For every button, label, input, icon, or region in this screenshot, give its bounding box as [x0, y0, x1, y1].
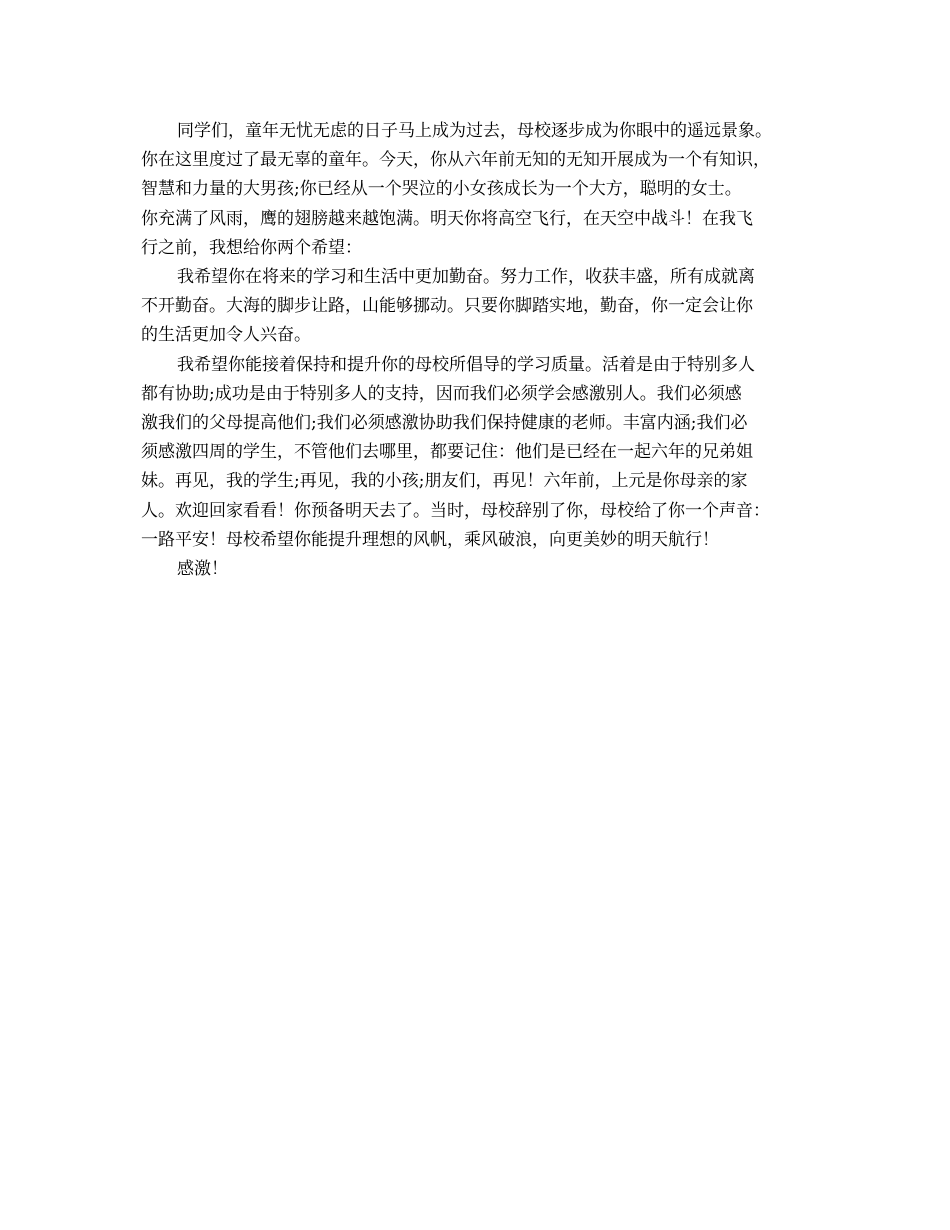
paragraph-line: 同学们，童年无忧无虑的日子马上成为过去，母校逐步成为你眼中的遥远景象。	[177, 121, 772, 141]
paragraph-line: 一路平安！母校希望你能提升理想的风帆，乘风破浪，向更美妙的明天航行！	[141, 529, 719, 550]
paragraph-line: 你充满了风雨，鹰的翅膀越来越饱满。明天你将高空飞行，在天空中战斗！在我飞	[141, 208, 753, 229]
paragraph-1	[141, 117, 813, 263]
document-body	[141, 117, 813, 584]
paragraph-line: 激我们的父母提高他们;我们必须感激协助我们保持健康的老师。丰富内涵;我们必	[141, 413, 748, 434]
paragraph-line: 我希望你在将来的学习和生活中更加勤奋。努力工作，收获丰盛，所有成就离	[177, 267, 755, 288]
paragraph-line: 的生活更加令人兴奋。	[141, 325, 311, 346]
paragraph-line: 我希望你能接着保持和提升你的母校所倡导的学习质量。活着是由于特别多人	[177, 354, 755, 375]
paragraph-line: 智慧和力量的大男孩;你已经从一个哭泣的小女孩成长为一个大方，聪明的女士。	[141, 179, 742, 200]
paragraph-line: 不开勤奋。大海的脚步让路，山能够挪动。只要你脚踏实地，勤奋，你一定会让你	[141, 296, 753, 317]
paragraph-line: 行之前，我想给你两个希望：	[141, 237, 362, 258]
closing-line: 感激！	[177, 559, 228, 580]
paragraph-2	[141, 263, 813, 351]
paragraph-line: 你在这里度过了最无辜的童年。今天，你从六年前无知的无知开展成为一个有知识，	[141, 150, 770, 171]
paragraph-line: 须感激四周的学生，不管他们去哪里，都要记住：他们是已经在一起六年的兄弟姐	[141, 442, 753, 463]
paragraph-3	[141, 351, 813, 555]
paragraph-line: 都有协助;成功是由于特别多人的支持，因而我们必须学会感激别人。我们必须感	[141, 383, 742, 404]
paragraph-line: 人。欢迎回家看看！你预备明天去了。当时，母校辞别了你，母校给了你一个声音：	[141, 500, 770, 521]
paragraph-line: 妹。再见，我的学生;再见，我的小孩;朋友们，再见！六年前，上元是你母亲的家	[141, 471, 748, 492]
paragraph-4-closing	[141, 555, 813, 584]
